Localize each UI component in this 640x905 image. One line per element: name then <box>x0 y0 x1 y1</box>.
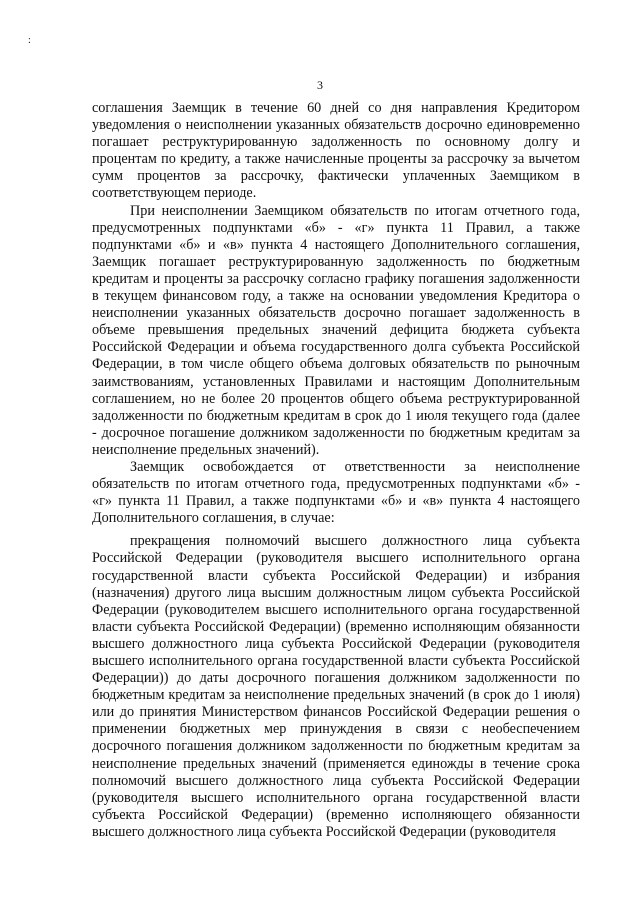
paragraph-exemption: Заемщик освобождается от ответственности за неисполнение обязательств по итогам отчетного года, предусмотренных подпунктами «б» - «г» пункта 11 Правил, а также подпунктами «б» и «в» пункта 4 настоящего Дополнительного соглашения, в случае: <box>92 458 580 527</box>
page-number: 3 <box>317 78 323 92</box>
paragraph-termination-of-powers: прекращения полномочий высшего должностного лица субъекта Российской Федерации (руководителя высшего исполнительного органа государственной власти субъекта Российской Федерации) и избрания (назначения) другого лица высшим должностным лицом субъекта Российской Федерации (руководителем высшего исполнительного органа государственной власти субъекта Российской Федерации) (временно исполняющим обязанности высшего должностного лица субъекта Российской Федерации (руководителя высшего исполнительного органа государственной власти субъекта Российской Федерации)) до даты досрочного погашения должником задолженности по бюджетным кредитам за неисполнение предельных значений (в срок до 1 июля) или до принятия Министерством финансов Российской Федерации решения о применении бюджетных мер принуждения в связи с необеспечением досрочного погашения должником задолженности по бюджетным кредитам за неисполнение предельных значений (применяется единожды в течение срока полномочий высшего должностного лица субъекта Российской Федерации (руководителя высшего исполнительного органа государственной власти субъекта Российской Федерации) (временно исполняющего обязанности высшего должностного лица субъекта Российской Федерации (руководителя <box>92 533 580 840</box>
paragraph-continuation: соглашения Заемщик в течение 60 дней со дня направления Кредитором уведомления о неисполнении указанных обязательств досрочно единовременно погашает реструктурированную задолженность по основному долгу и процентам по кредиту, а также начисленные проценты за рассрочку за вычетом сумм процентов за рассрочку, фактически уплаченных Заемщиком в соответствующем периоде. <box>92 100 580 202</box>
document-body <box>92 100 580 841</box>
paragraph-non-fulfillment: При неисполнении Заемщиком обязательств по итогам отчетного года, предусмотренных подпунктами «б» - «г» пункта 11 Правил, а также подпунктами «б» и «в» пункта 4 настоящего Дополнительного соглашения, Заемщик погашает реструктурированную задолженность по бюджетным кредитам и проценты за рассрочку согласно графику погашения задолженности в текущем финансовом году, а также на основании уведомления Кредитора о неисполнении указанных обязательств досрочно погашает задолженность в объеме превышения предельных значений дефицита бюджета субъекта Российской Федерации и объема государственного долга субъекта Российской Федерации, в том числе общего объема долговых обязательств по рыночным заимствованиям, установленных Правилами и настоящим Дополнительным соглашением, но не более 20 процентов общего объема реструктурированной задолженности по бюджетным кредитам в срок до 1 июля текущего года (далее - досрочное погашение должником задолженности по бюджетным кредитам за неисполнение предельных значений). <box>92 202 580 458</box>
margin-mark: : <box>28 35 32 46</box>
